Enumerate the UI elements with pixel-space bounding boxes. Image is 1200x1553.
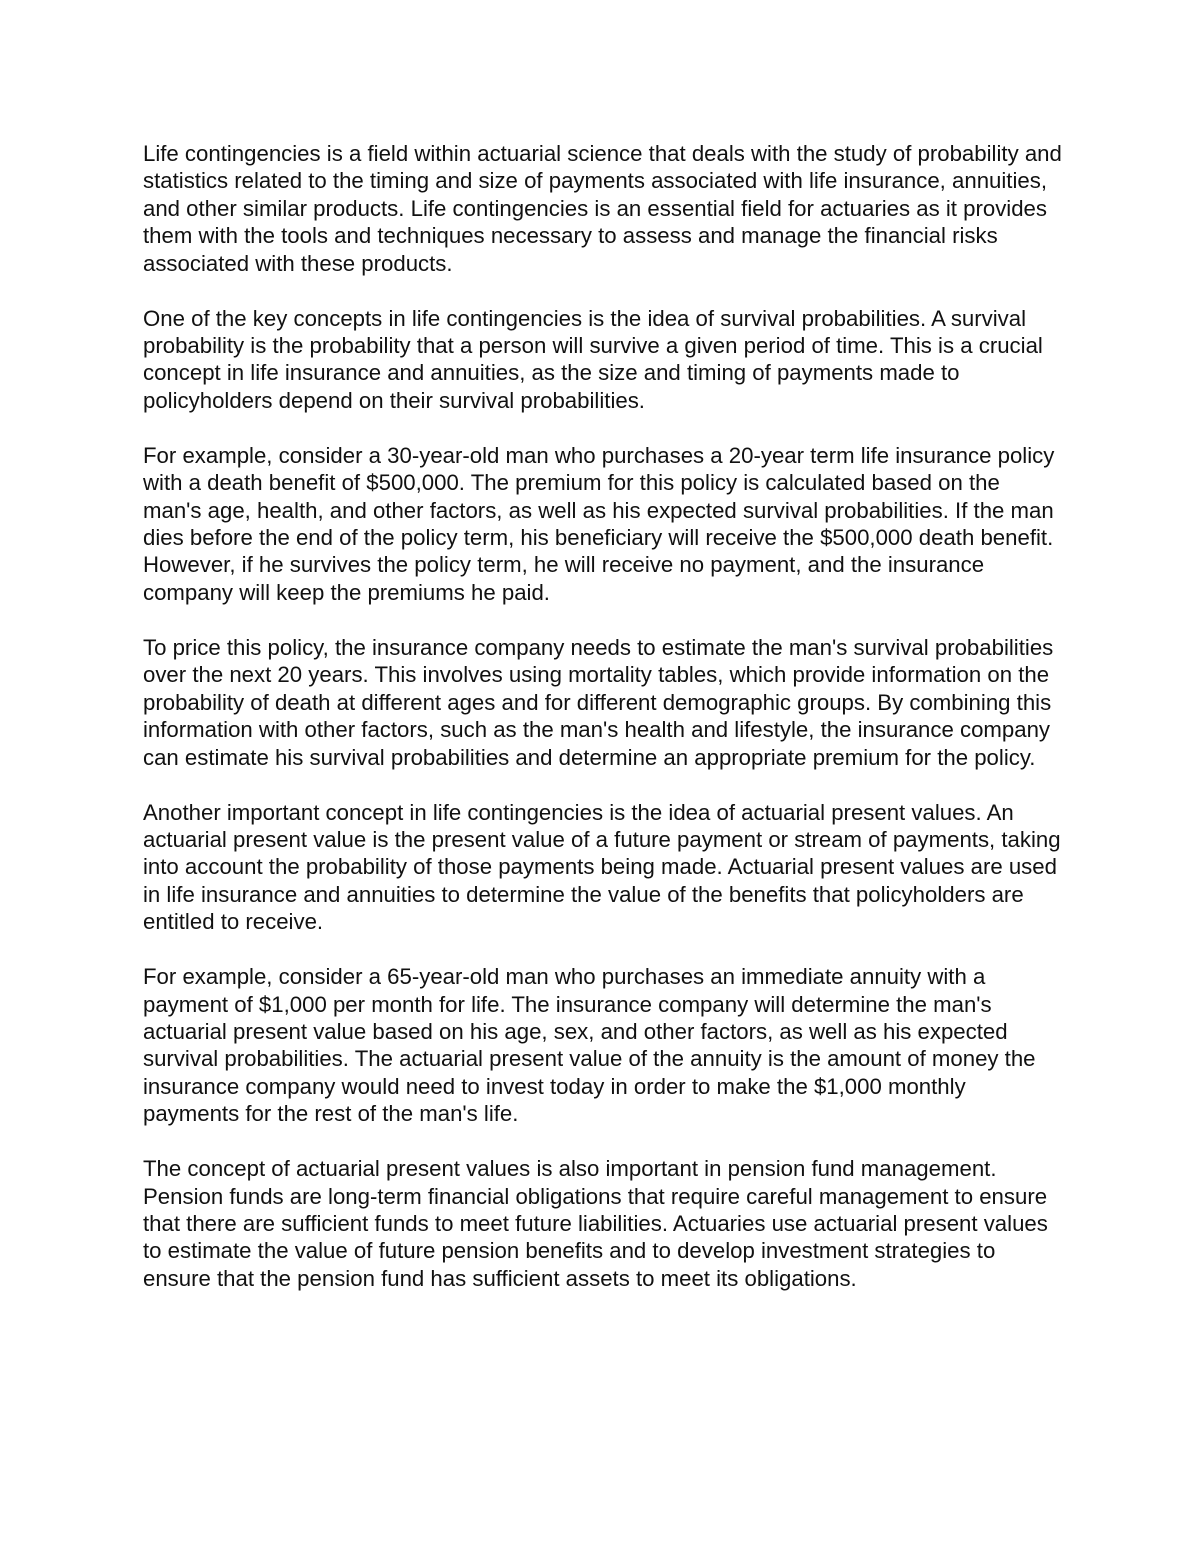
- paragraph-annuity-example: For example, consider a 65-year-old man who purchases an immediate annuity with a payment of $1,000 per month for life. The insurance company will determine the man's actuarial present value based on his age, sex, and other factors, as well as his expected survival probabilities. The actuarial present value of the annuity is the amount of money the insurance company would need to invest today in order to make the $1,000 monthly payments for the rest of the man's life.: [143, 964, 1036, 1127]
- document-body: [143, 140, 1063, 1320]
- paragraph-pricing-policy: To price this policy, the insurance company needs to estimate the man's survival probabilities over the next 20 years. This involves using mortality tables, which provide information on the probability of death at different ages and for different demographic groups. By combining this information with other factors, such as the man's health and lifestyle, the insurance company can estimate his survival probabilities and determine an appropriate premium for the policy.: [143, 634, 1054, 770]
- paragraph-term-life-example: For example, consider a 30-year-old man who purchases a 20-year term life insurance policy with a death benefit of $500,000. The premium for this policy is calculated based on the man's age, health, and other factors, as well as his expected survival probabilities. If the man dies before the end of the policy term, his beneficiary will receive the $500,000 death benefit. However, if he survives the policy term, he will receive no payment, and the insurance company will keep the premiums he paid.: [143, 442, 1055, 605]
- paragraph-survival-probabilities: One of the key concepts in life contingencies is the idea of survival probabilities. A survival probability is the probability that a person will survive a given period of time. This is a crucial concept in life insurance and annuities, as the size and timing of payments made to policyholders depend on their survival probabilities.: [143, 305, 1043, 413]
- paragraph-intro: Life contingencies is a field within actuarial science that deals with the study of probability and statistics related to the timing and size of payments associated with life insurance, annuities, and other similar products. Life contingencies is an essential field for actuaries as it provides them with the tools and techniques necessary to assess and manage the financial risks associated with these products.: [143, 141, 1062, 276]
- paragraph-actuarial-present-values: Another important concept in life contingencies is the idea of actuarial present values. An actuarial present value is the present value of a future payment or stream of payments, taking into account the probability of those payments being made. Actuarial present values are used in life insurance and annuities to determine the value of the benefits that policyholders are entitled to receive.: [143, 799, 1061, 935]
- paragraph-pension-funds: The concept of actuarial present values is also important in pension fund management. Pension funds are long-term financial obligations that require careful management to ensure that there are sufficient funds to meet future liabilities. Actuaries use actuarial present values to estimate the value of future pension benefits and to develop investment strategies to ensure that the pension fund has sufficient assets to meet its obligations.: [143, 1156, 1048, 1291]
